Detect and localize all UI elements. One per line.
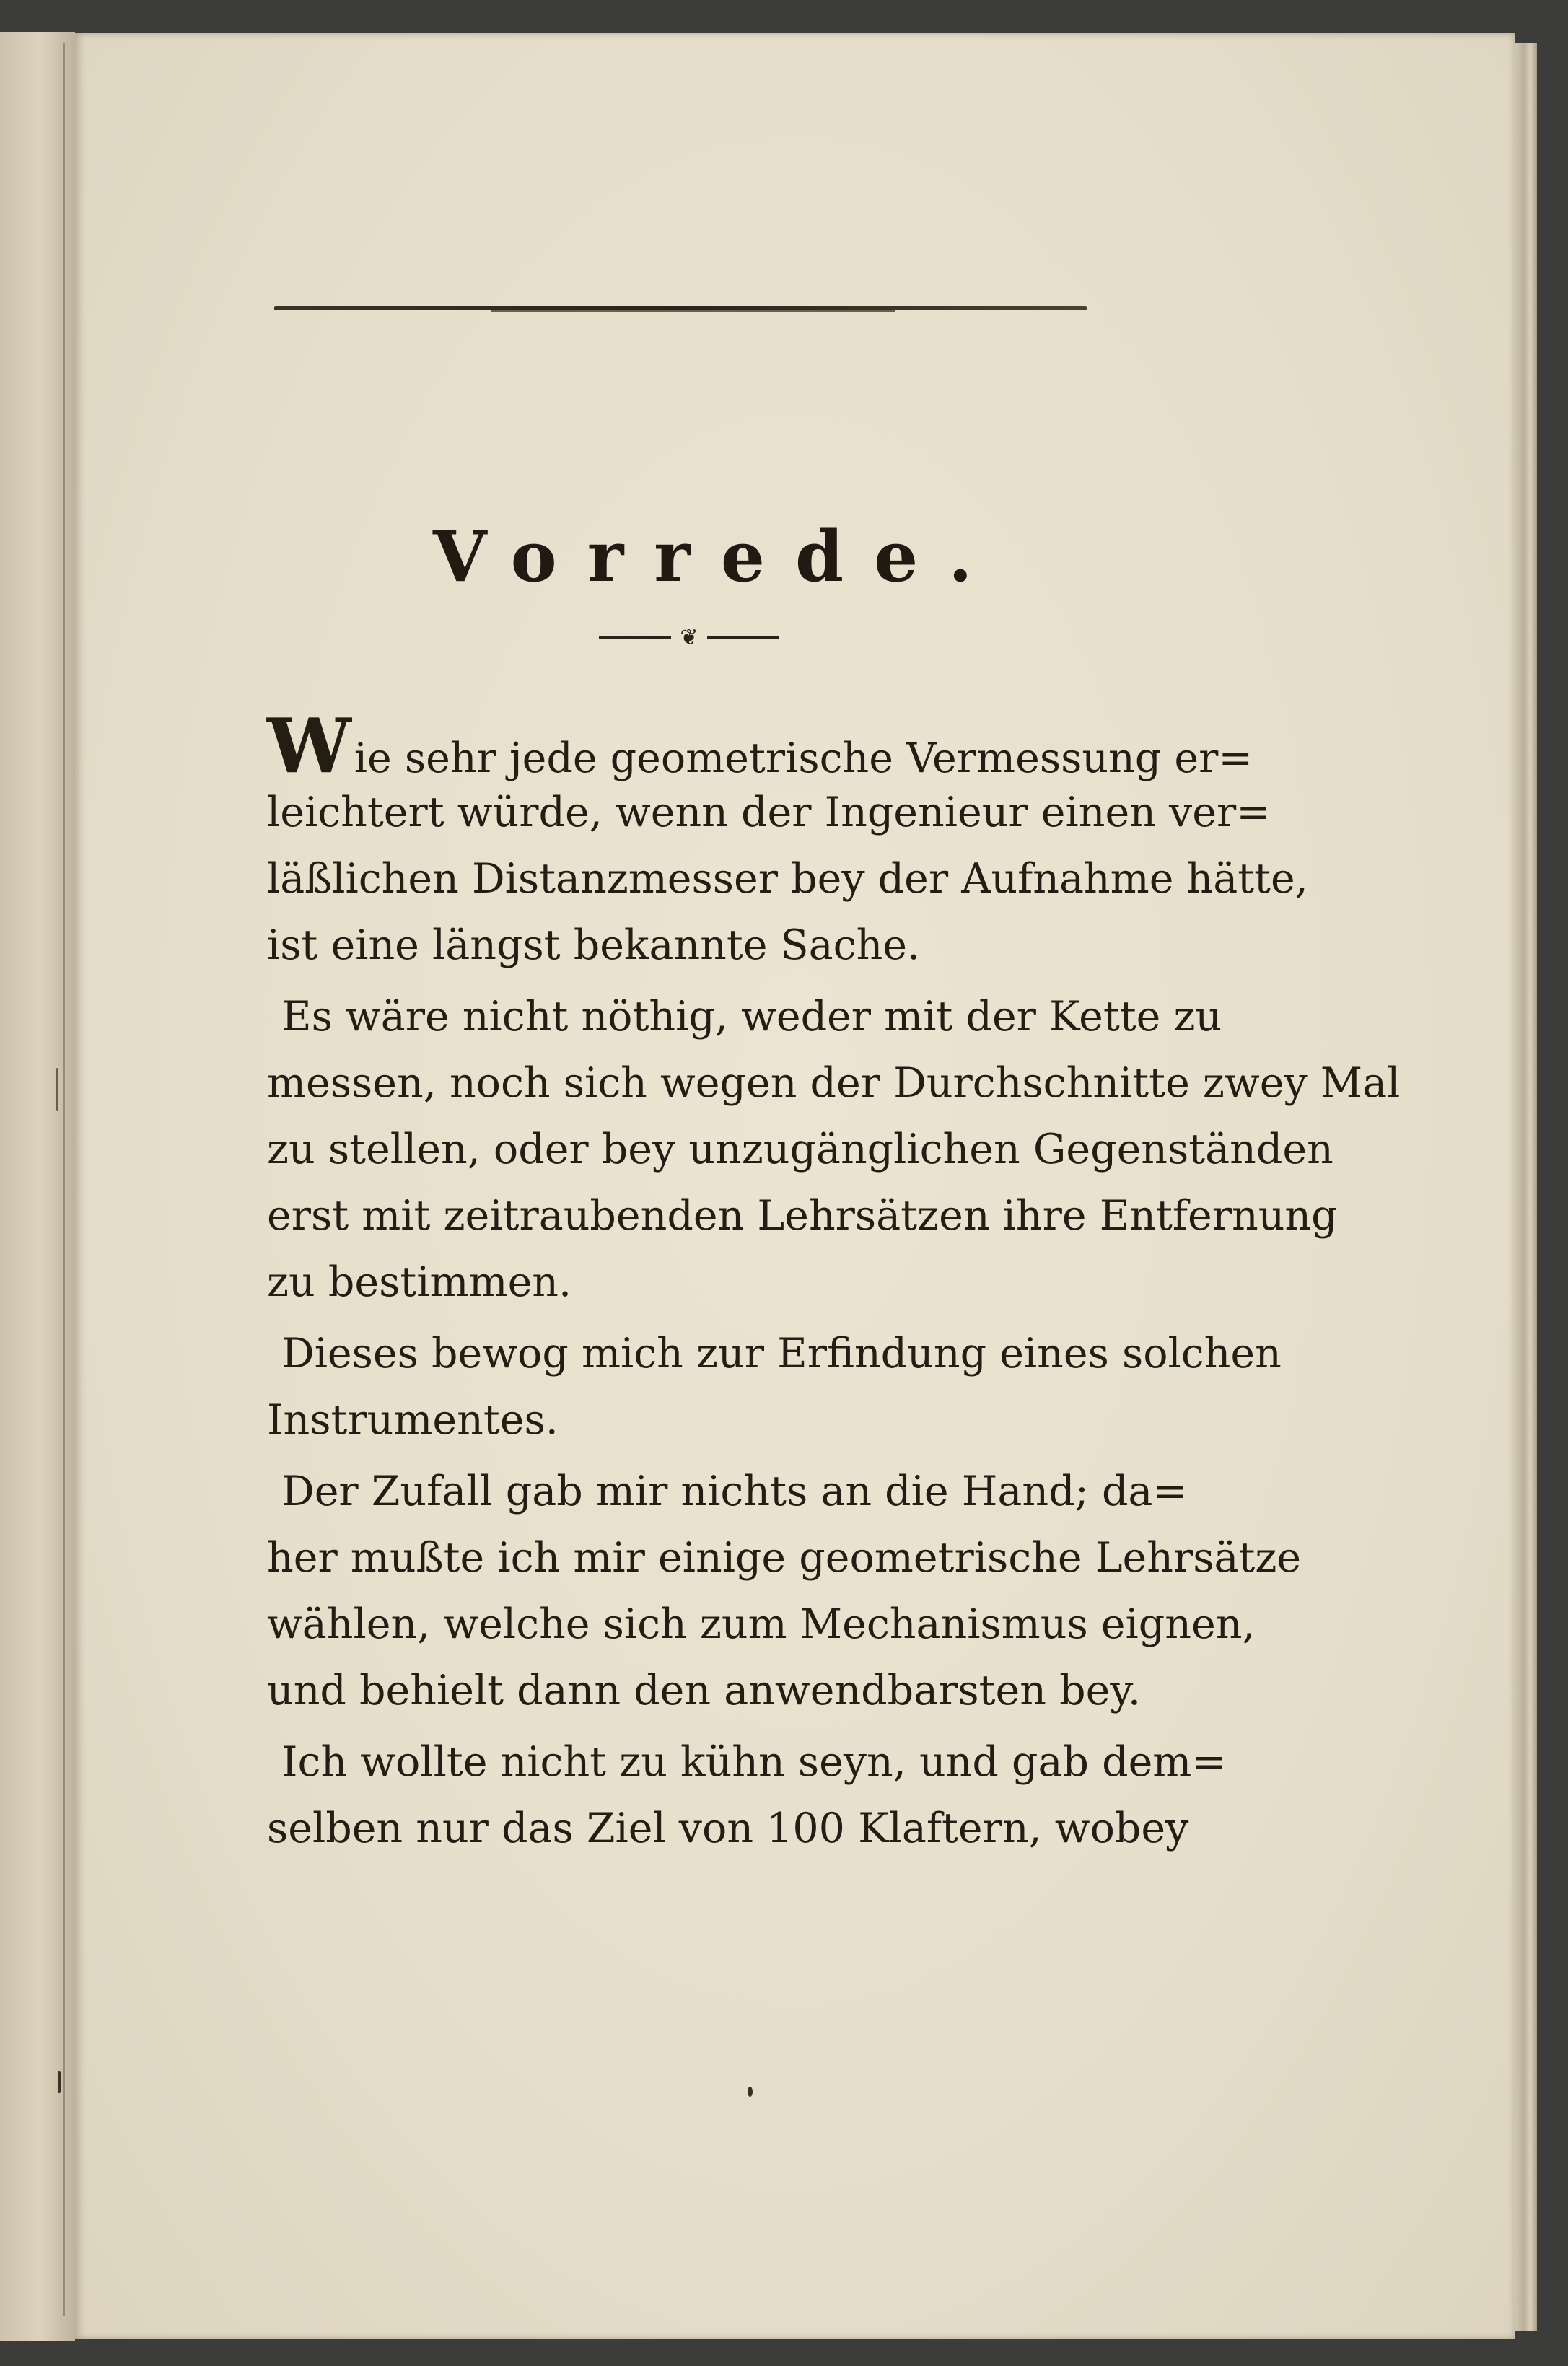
paragraph-3 (267, 1320, 1282, 1453)
text-line: erst mit zeitraubenden Lehrsätzen ihre Entfernung (267, 1192, 1338, 1240)
body-text (267, 701, 1401, 1862)
text-line: Instrumentes. (267, 1396, 559, 1444)
text-line: messen, noch sich wegen der Durchschnitte zwey Mal (267, 1059, 1401, 1107)
paragraph-gap (267, 978, 1130, 983)
ink-speck (748, 2087, 753, 2097)
ink-speck (58, 2071, 61, 2093)
title-ornament (599, 625, 779, 650)
paragraph-gap (267, 1453, 1130, 1458)
text-line (267, 701, 1253, 790)
text-line: Ich wollte nicht zu kühn seyn, und gab dem= (281, 1738, 1227, 1786)
right-page-edge (1515, 43, 1537, 2331)
text-line: leichtert würde, wenn der Ingenieur einen ver= (267, 789, 1271, 836)
text-line: Der Zufall gab mir nichts an die Hand; da= (281, 1468, 1188, 1515)
ornament-icon: ❦ (680, 625, 698, 650)
line-text: ie sehr jede geometrische Vermessung er= (354, 735, 1253, 782)
text-line: Es wäre nicht nöthig, weder mit der Kette zu (281, 993, 1222, 1040)
text-line: zu stellen, oder bey unzugänglichen Gegenständen (267, 1126, 1333, 1173)
text-line: Dieses bewog mich zur Erfindung eines solchen (281, 1330, 1282, 1377)
ornament-bar-left (599, 636, 671, 639)
paragraph-4 (267, 1458, 1302, 1724)
ornament-bar-right (707, 636, 779, 639)
paragraph-5 (267, 1729, 1227, 1862)
text-line: wählen, welche sich zum Mechanismus eignen, (267, 1600, 1256, 1648)
text-line: läßlichen Distanzmesser bey der Aufnahme hätte, (267, 855, 1308, 903)
text-line: selben nur das Ziel von 100 Klaftern, wobey (267, 1805, 1189, 1852)
ink-speck (56, 1068, 58, 1111)
text-line: und behielt dann den anwendbarsten bey. (267, 1667, 1142, 1714)
binding-gutter (63, 43, 65, 2316)
paragraph-gap (267, 1724, 1130, 1729)
text-line: ist eine längst bekannte Sache. (267, 921, 921, 969)
text-line: her mußte ich mir einige geometrische Lehrsätze (267, 1534, 1302, 1582)
top-rule (274, 306, 1087, 310)
paragraph-2 (267, 983, 1401, 1315)
paragraph-gap (267, 1315, 1130, 1320)
text-line: zu bestimmen. (267, 1258, 572, 1306)
paragraph-1 (267, 701, 1308, 978)
drop-cap: W (267, 701, 351, 790)
page-title: Vorrede. (433, 516, 1003, 597)
